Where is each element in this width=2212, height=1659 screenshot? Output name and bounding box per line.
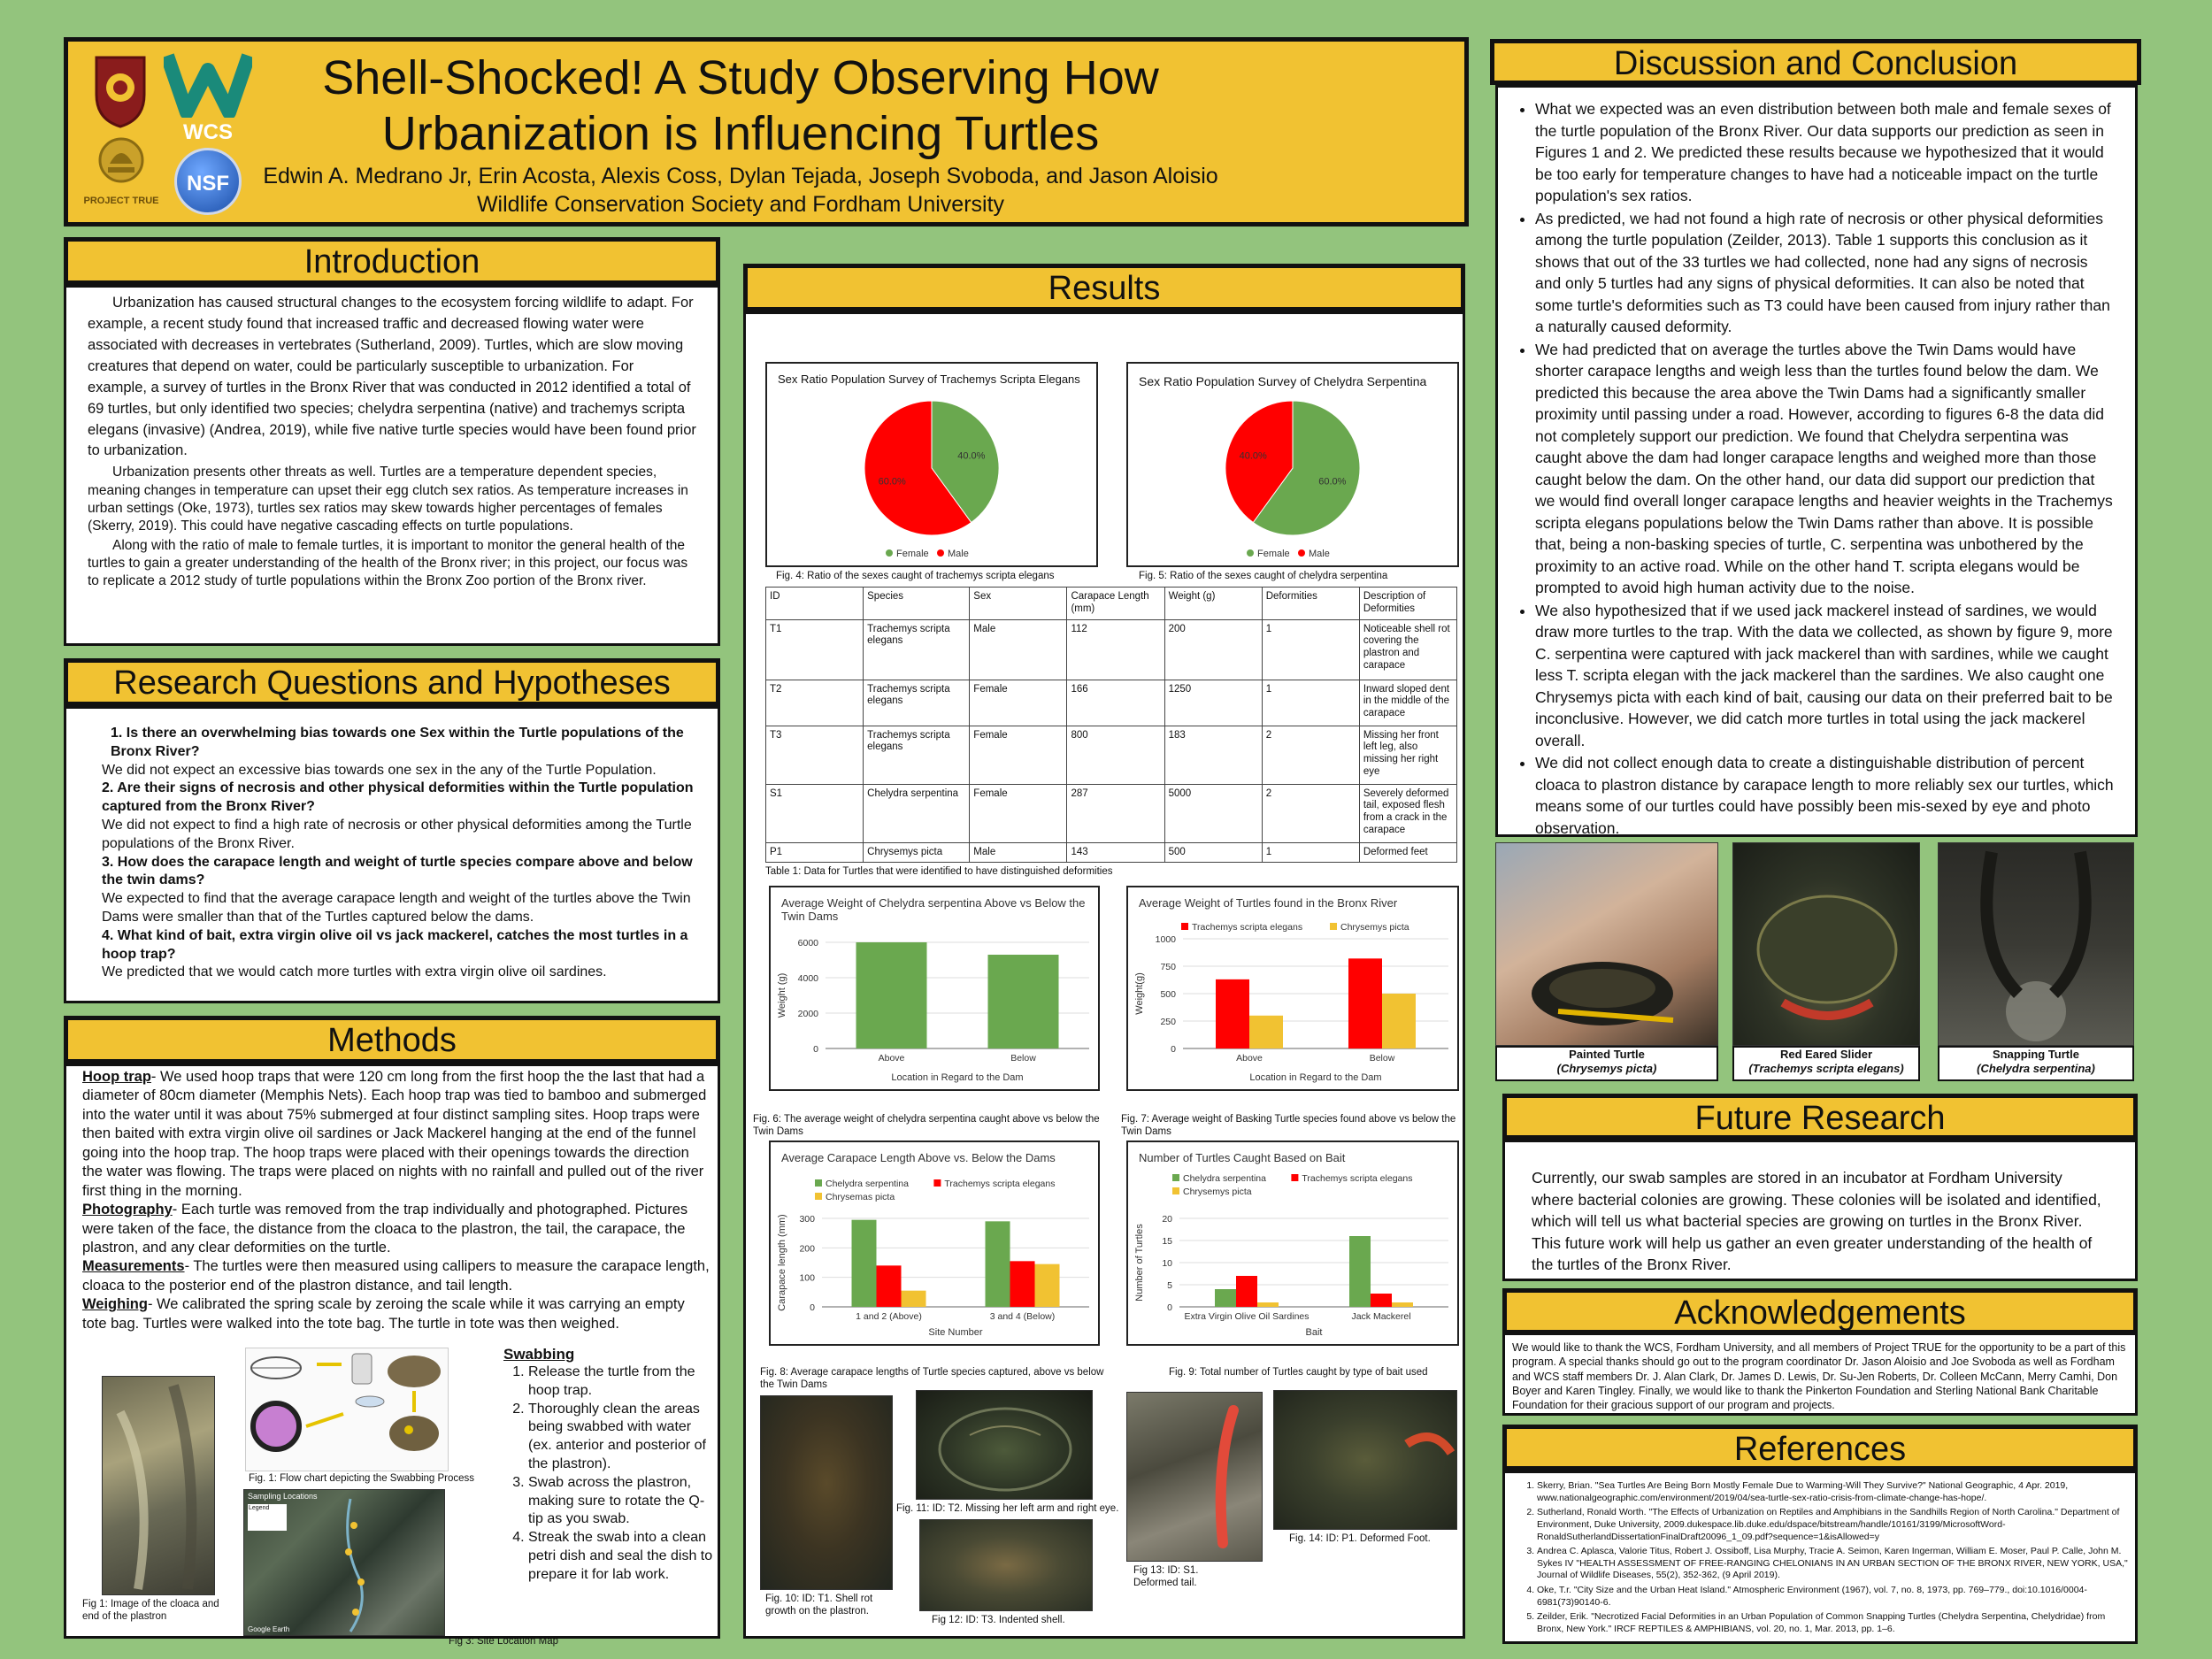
y-tick-label: 0 [1171, 1044, 1176, 1055]
x-tick-label: Above [878, 1053, 905, 1064]
research-item [102, 854, 698, 927]
research-item [102, 927, 698, 982]
table-cell: 143 [1067, 842, 1164, 863]
y-tick-label: 10 [1162, 1258, 1172, 1269]
research-hypothesis: We did not expect an excessive bias towards one sex in the any of the Turtle Population. [102, 762, 657, 778]
methods-header [64, 1016, 720, 1064]
legend-swatch [815, 1179, 822, 1187]
legend-label: Female [1257, 549, 1290, 559]
reference-item: 3. Andrea C. Aplasca, Valorie Titus, Robert J. Ossiboff, Lisa Murphy, Tracie A. Seimon, Karen Ingerman, William E. Moser, Paul P. Calle, John M. Sykes IV "HEALTH ASSESSMENT OF FREE-RANGING CHELONIANS IN AN URBAN SECTION OF THE BRONX RIVER, NEW YORK, USA," Journal of Wildlife Diseases, 55(2), 352-362, (9 April 2019). [1537, 1546, 2128, 1582]
y-tick-label: 0 [813, 1044, 818, 1055]
methods-heading: Methods [327, 1022, 457, 1059]
project-true-logo [81, 137, 162, 222]
fig11-caption: Fig. 11: ID: T2. Missing her left arm and right eye. [896, 1503, 1119, 1514]
bar [852, 1220, 877, 1307]
weighing-label: Weighing [82, 1296, 148, 1313]
x-tick-label: Below [1010, 1053, 1036, 1064]
table-row [766, 680, 1457, 726]
legend-label: Trachemys scripta elegans [944, 1179, 1056, 1189]
x-axis-label: Location in Regard to the Dam [1249, 1072, 1382, 1083]
chart-title: Sex Ratio Population Survey of Chelydra Serpentina [1139, 374, 1427, 388]
swabbing-steps [503, 1346, 716, 1585]
authors: Edwin A. Medrano Jr, Erin Acosta, Alexis Coss, Dylan Tejada, Joseph Svoboda, and Jason Aloisio [263, 164, 1218, 188]
y-tick-label: 6000 [797, 938, 818, 949]
reference-item: 2. Sutherland, Ronald Worth. "The Effects of Urbanization on Reptiles and Amphibians in the Sandhills Region of North Carolina." Department of Environment, Duke University, 2009.dukespace.lib.duke.edu/dspace/bitstream/handle/10161/3199/MicrosoftWord-RonaldSutherlandDissertationFinalDraft20096_1_09.pdf?sequence=1&isAllowed=y [1537, 1507, 2128, 1543]
bar [1382, 994, 1416, 1048]
table-cell: 5000 [1164, 784, 1262, 842]
legend-label: Trachemys scripta elegans [1192, 922, 1303, 933]
legend-swatch [1172, 1174, 1179, 1181]
table-cell: Deformed feet [1359, 842, 1456, 863]
legend-label: Trachemys scripta elegans [1302, 1173, 1413, 1184]
bar [988, 955, 1059, 1048]
reference-item: 5. Zeilder, Erik. "Necrotized Facial Deformities in an Urban Population of Common Snapping Turtles (Chelydra Serpentina, Chelydridae) from Bronx, New York." IRCF REPTILES & AMPHIBIANS, vol. 20, no. 1, Mar. 2013, pp. 1–6. [1537, 1611, 2128, 1635]
y-tick-label: 1000 [1155, 934, 1176, 945]
nsf-logo: NSF [174, 148, 242, 215]
x-axis-label: Location in Regard to the Dam [891, 1072, 1024, 1083]
table-cell: Chelydra serpentina [864, 784, 970, 842]
table-cell: Missing her front left leg, also missing her right eye [1359, 726, 1456, 784]
table-cell: 166 [1067, 680, 1164, 726]
references-header [1502, 1425, 2138, 1471]
bar [1216, 979, 1249, 1048]
hoop-trap-label: Hoop trap [82, 1069, 151, 1085]
fordham-logo [89, 50, 151, 130]
x-tick-label: 1 and 2 (Above) [856, 1311, 922, 1322]
x-tick-label: Extra Virgin Olive Oil Sardines [1184, 1311, 1310, 1322]
table-cell: 2 [1262, 726, 1359, 784]
y-axis-label: Carapace length (mm) [777, 1214, 787, 1311]
table-cell: Trachemys scripta elegans [864, 680, 970, 726]
y-tick-label: 0 [810, 1302, 815, 1313]
bar-chart-turtle-weight [1126, 886, 1459, 1091]
table-cell: P1 [766, 842, 864, 863]
research-question: 2. Are their signs of necrosis and other physical deformities within the Turtle population captured from the Bronx River? [102, 780, 694, 815]
red-eared-slider-caption: Red Eared Slider (Trachemys scripta elegans) [1732, 1046, 1920, 1081]
pie-chart-trachemys [765, 362, 1098, 567]
bar [1249, 1016, 1283, 1048]
photo-t2-missing-arm [916, 1390, 1093, 1500]
y-tick-label: 15 [1162, 1236, 1172, 1247]
table-cell: 112 [1067, 619, 1164, 680]
future-panel [1502, 1140, 2138, 1281]
introduction-heading: Introduction [303, 243, 480, 280]
bar-chart-carapace [769, 1141, 1100, 1346]
table-row [766, 619, 1457, 680]
title-line-1: Shell-Shocked! A Study Observing How [322, 51, 1159, 104]
snapping-turtle-caption: Snapping Turtle (Chelydra serpentina) [1938, 1046, 2134, 1081]
bar [1371, 1294, 1392, 1307]
legend-swatch [1291, 1174, 1298, 1181]
table-cell: 183 [1164, 726, 1262, 784]
y-tick-label: 200 [799, 1243, 815, 1255]
y-axis-label: Weight (g) [777, 972, 787, 1018]
x-axis-label: Bait [1305, 1327, 1323, 1338]
future-header [1502, 1094, 2138, 1140]
research-question: 1. Is there an overwhelming bias towards one Sex within the Turtle populations of the Bronx River? [111, 726, 684, 759]
table-cell: Chrysemys picta [864, 842, 970, 863]
bar-chart-chelydra-weight [769, 886, 1100, 1091]
y-axis-label: Number of Turtles [1134, 1224, 1145, 1302]
research-panel [64, 706, 720, 1003]
table-header-row [766, 588, 1457, 620]
x-tick-label: Above [1236, 1053, 1263, 1064]
reference-item: 4. Oke, T.r. "City Size and the Urban Heat Island." Atmospheric Environment (1967), vol. 7, no. 8, 1973, pp. 769–779., doi:10.1016/0004-6981(73)90140-6. [1537, 1585, 2128, 1609]
painted-turtle-caption: Painted Turtle (Chrysemys picta) [1495, 1046, 1718, 1081]
legend-swatch [1172, 1187, 1179, 1194]
pie-slice-label: 40.0% [1239, 450, 1267, 462]
y-tick-label: 5 [1167, 1280, 1172, 1291]
table-header: Sex [970, 588, 1067, 620]
research-item [102, 780, 698, 853]
weighing-paragraph: Weighing- We calibrated the spring scale by zeroing the scale while it was carrying an empty tote bag. Turtles were walked into the tote bag. The turtle in tote was then weighed. [82, 1296, 685, 1332]
red-eared-slider-photo [1732, 842, 1920, 1046]
intro-paragraph-3: Along with the ratio of male to female turtles, it is important to monitor the general health of the turtles to gain a greater understanding of the health of the Bronx river; in this project, our focus was to replicate a 2012 study of turtle populations within the Bronx Zoo portion of the Bronx river. [88, 537, 688, 589]
results-panel [743, 311, 1465, 1639]
discussion-item: • What we expected was an even distribution between both male and female sexes of the turtle population of the Bronx River. Our data supports our prediction as seen in Figures 1 and 2. We predicted these results because we hypothesized that it would be too early for temperature changes to have had a noticeable impact on the turtle population's sex ratios. [1535, 98, 2117, 207]
future-heading: Future Research [1694, 1100, 1946, 1137]
bar [1348, 958, 1382, 1048]
legend-swatch [933, 1179, 941, 1187]
methods-panel [64, 1064, 720, 1647]
fig6-caption: Fig. 6: The average weight of chelydra serpentina caught above vs below the Twin Dams [753, 1114, 1100, 1137]
introduction-panel [64, 285, 720, 646]
map-credit: Google Earth [248, 1625, 290, 1633]
y-tick-label: 300 [799, 1214, 815, 1225]
legend-swatch [1181, 923, 1188, 930]
fig4-caption: Fig. 4: Ratio of the sexes caught of trachemys scripta elegans [776, 571, 1055, 581]
wcs-logo-text: WCS [183, 120, 233, 144]
y-tick-label: 500 [1160, 989, 1176, 1000]
research-item [102, 725, 698, 780]
x-tick-label: Below [1369, 1053, 1395, 1064]
fig5-caption: Fig. 5: Ratio of the sexes caught of chelydra serpentina [1139, 571, 1388, 581]
legend-label: Chrysemys picta [1340, 922, 1409, 933]
intro-paragraph-1: Urbanization has caused structural changes to the ecosystem forcing wildlife to adapt. For example, a recent study found that increased traffic and decreased flowing water were associated with decreases in vertebrates (Sutherland, 2009). Turtles, which are slow moving creatures that depend on water, could be particularly susceptible to urbanization. For example, a survey of turtles in the Bronx River that was conducted in 2012 identified a total of 69 turtles, but only identified two species; chelydra serpentina (native) and trachemys scripta elegans (invasive) (Andrea, 2019), while five native turtle species would have been found prior to urbanization. [88, 295, 696, 459]
bar [1257, 1302, 1279, 1307]
pie-svg [1128, 364, 1461, 569]
affiliation: Wildlife Conservation Society and Fordham University [476, 192, 1005, 217]
fig10-caption: Fig. 10: ID: T1. Shell rot growth on the plastron. [765, 1594, 873, 1617]
fig13-caption: Fig 13: ID: S1. Deformed tail. [1133, 1565, 1199, 1588]
poster-title [254, 50, 1227, 161]
legend-label: Male [1309, 549, 1330, 559]
table-cell: Trachemys scripta elegans [864, 619, 970, 680]
chart-title: Number of Turtles Caught Based on Bait [1139, 1151, 1346, 1164]
y-tick-label: 100 [799, 1272, 815, 1284]
bar-svg [1128, 887, 1461, 1093]
bar [1236, 1276, 1257, 1307]
table-row [766, 842, 1457, 863]
photo-t1-shell-rot [760, 1395, 893, 1590]
table-cell: Trachemys scripta elegans [864, 726, 970, 784]
bar-svg [1128, 1142, 1461, 1348]
discussion-header [1490, 39, 2141, 85]
swab-step: 1. Release the turtle from the hoop trap. [528, 1363, 716, 1401]
table-cell: 1 [1262, 619, 1359, 680]
table-header: ID [766, 588, 864, 620]
fig12-caption: Fig 12: ID: T3. Indented shell. [932, 1615, 1065, 1625]
pie-svg [767, 364, 1100, 569]
reference-item: 1. Skerry, Brian. "Sea Turtles Are Being Born Mostly Female Due to Warming-Will They Survive?" National Geographic, 4 Apr. 2019, www.nationalgeographic.com/environment/2019/04/sea-turtle-sex-ratio-crisis-from-climate-change-has-hope/. [1537, 1480, 2128, 1504]
legend-marker [937, 549, 944, 557]
results-heading: Results [1048, 270, 1161, 307]
table-cell: T1 [766, 619, 864, 680]
table-header: Carapace Length (mm) [1067, 588, 1164, 620]
swab-step: 3. Swab across the plastron, making sure to rotate the Q-tip as you swab. [528, 1474, 716, 1529]
y-tick-label: 0 [1167, 1302, 1172, 1313]
pie-slice-label: 60.0% [1318, 476, 1347, 488]
map-legend: Legend [248, 1504, 287, 1531]
legend-marker [1247, 549, 1254, 557]
references-heading: References [1733, 1431, 1907, 1468]
map-title: Sampling Locations [248, 1492, 318, 1501]
legend-label: Female [896, 549, 929, 559]
fig14-caption: Fig. 14: ID: P1. Deformed Foot. [1289, 1533, 1431, 1544]
legend-label: Chrysemas picta [826, 1192, 895, 1202]
y-axis-label: Weight(g) [1134, 972, 1145, 1015]
table-cell: 287 [1067, 784, 1164, 842]
fig3-caption: Fig 3: Site Location Map [449, 1636, 559, 1647]
y-tick-label: 750 [1160, 962, 1176, 972]
discussion-item: • As predicted, we had not found a high rate of necrosis or other physical deformities among the turtle population (Zeilder, 2013). Table 1 supports this conclusion as it shows that out of the 33 turtles we had collected, none had any signs of necrosis and only 5 turtles had any signs of physical deformities. It can also be noted that some turtle's deformities such as T3 could have been caused from injury rather than a naturally caused deformity. [1535, 208, 2117, 338]
pie-slice-label: 60.0% [878, 476, 906, 488]
introduction-header [64, 237, 720, 285]
bar [877, 1265, 902, 1307]
bar-svg [771, 887, 1102, 1093]
fig9-caption: Fig. 9: Total number of Turtles caught by type of bait used [1169, 1367, 1428, 1378]
table-cell: Female [970, 680, 1067, 726]
table-header: Species [864, 588, 970, 620]
pie-chart-chelydra [1126, 362, 1459, 567]
table-row [766, 784, 1457, 842]
deformity-table-wrap [765, 587, 1457, 879]
table-cell: 500 [1164, 842, 1262, 863]
cloaca-photo [102, 1376, 215, 1595]
research-header [64, 658, 720, 706]
table-header: Deformities [1262, 588, 1359, 620]
photography-paragraph: Photography- Each turtle was removed from the trap individually and photographed. Pictures were taken of the face, the distance from the cloaca to the plastron, the tail, the carapace, the plastron, and any clear deformities on the turtle. [82, 1202, 688, 1256]
table-cell: 800 [1067, 726, 1164, 784]
bar [902, 1291, 926, 1307]
bar [986, 1221, 1010, 1307]
bar [856, 942, 927, 1048]
table-cell: Inward sloped dent in the middle of the carapace [1359, 680, 1456, 726]
photo-p1-deformed-foot [1273, 1390, 1457, 1530]
snapping-turtle-photo [1938, 842, 2134, 1046]
legend-label: Chelydra serpentina [1183, 1173, 1266, 1184]
bar [1392, 1302, 1413, 1307]
fig7-caption: Fig. 7: Average weight of Basking Turtle species found above vs below the Twin Dams [1121, 1114, 1456, 1137]
swab-flowchart [245, 1348, 449, 1471]
chart-title: Twin Dams [781, 910, 839, 923]
intro-paragraph-2: Urbanization presents other threats as well. Turtles are a temperature dependent species, meaning changes in temperature can upset their egg clutch sex ratios. As temperature increases in urban settings (Oke, 1973), turtles sex ratios may skew towards higher percentages of females (Skerry, 2019). This could have negative cascading effects on turtle populations. [88, 465, 688, 534]
references-panel [1502, 1471, 2138, 1644]
title-banner [64, 37, 1469, 227]
photo-t3-indented-shell [919, 1519, 1093, 1611]
measurements-label: Measurements [82, 1258, 185, 1275]
table-cell: 200 [1164, 619, 1262, 680]
table-cell: Female [970, 726, 1067, 784]
acknowledgements-panel [1502, 1333, 2138, 1416]
wcs-logo [164, 50, 252, 148]
legend-swatch [815, 1193, 822, 1200]
table-cell: Male [970, 619, 1067, 680]
research-hypothesis: We predicted that we would catch more turtles with extra virgin olive oil sardines. [102, 964, 607, 980]
photography-label: Photography [82, 1202, 173, 1218]
y-tick-label: 20 [1162, 1214, 1172, 1225]
x-tick-label: Jack Mackerel [1351, 1311, 1411, 1322]
swab-step: 2. Thoroughly clean the areas being swabbed with water (ex. anterior and posterior of the plastron). [528, 1401, 716, 1474]
table-cell: 2 [1262, 784, 1359, 842]
acknowledgements-header [1502, 1288, 2138, 1334]
future-text: Currently, our swab samples are stored in an incubator at Fordham University where bacterial colonies are growing. These colonies will be isolated and identified, which will tell us what bacterial species are growing on turtles in the Bronx River. This future work will help us gather an even greater understanding of the health of the turtles of the Bronx River. [1532, 1169, 2101, 1273]
flowchart-caption: Fig. 1: Flow chart depicting the Swabbing Process [249, 1473, 475, 1484]
legend-marker [886, 549, 893, 557]
discussion-item: • We also hypothesized that if we used jack mackerel instead of sardines, we would draw more turtles to the trap. With the data we collected, as shown by figure 9, more C. serpentina were captured with jack mackerel than with sardines, while we caught less T. scripta elegan with the jack mackerel than the sardines. We also caught one Chrysemys picta with each kind of bait, causing our data on their preferred bait to be inconclusive. However, we did catch more turtles in total using the jack mackerel overall. [1535, 600, 2117, 752]
table-row [766, 726, 1457, 784]
table-cell: Male [970, 842, 1067, 863]
table-header: Description of Deformities [1359, 588, 1456, 620]
pie-slice-label: 40.0% [957, 450, 986, 462]
discussion-heading: Discussion and Conclusion [1613, 45, 2018, 82]
bar-svg [771, 1142, 1102, 1348]
measurements-paragraph: Measurements- The turtles were then measured using callipers to measure the carapace length, cloaca to the posterior end of the plastron distance, and tail length. [82, 1258, 710, 1294]
table-cell: Noticeable shell rot covering the plastron and carapace [1359, 619, 1456, 680]
title-line-2: Urbanization is Influencing Turtles [381, 106, 1100, 160]
research-hypothesis: We did not expect to find a high rate of necrosis or other physical deformities among the Turtle populations of the Bronx River. [102, 817, 692, 851]
project-true-text: PROJECT TRUE [83, 196, 159, 206]
bar [1010, 1261, 1035, 1307]
research-heading: Research Questions and Hypotheses [113, 664, 671, 702]
y-tick-label: 2000 [797, 1009, 818, 1019]
legend-label: Male [948, 549, 969, 559]
x-tick-label: 3 and 4 (Below) [989, 1311, 1056, 1322]
acknowledgements-heading: Acknowledgements [1674, 1294, 1966, 1332]
table-caption: Table 1: Data for Turtles that were identified to have distinguished deformities [765, 866, 1113, 878]
fig1-caption: Fig 1: Image of the cloaca and end of the plastron [82, 1599, 219, 1622]
chart-title: Sex Ratio Population Survey of Trachemys Scripta Elegans [778, 373, 1080, 386]
discussion-item: • We had predicted that on average the turtles above the Twin Dams would have shorter carapace lengths and weigh less than the turtles found below the dam. We predicted this because the area above the Twin Dams had a significantly smaller proximity until passing under a road. However, according to figures 6-8 the data did not completely support our prediction. We found that Chelydra serpentina was caught above the dam had longer carapace lengths and weighed more than those caught below the dam. On the other hand, our data did support our prediction that we would find overall longer carapace lengths and heavier weights in the Trachemys scripta elegans populations below the Twin Dams rather than above. It is possible that, being a non-basking species of turtle, C. serpentina was unbothered by the proximity to an active road. While on the other hand T. scripta elegans would be prompted to avoid high human activity due to the noise. [1535, 339, 2117, 599]
bar [1349, 1236, 1371, 1307]
bar [1035, 1264, 1060, 1307]
site-location-map [243, 1489, 445, 1636]
table-cell: S1 [766, 784, 864, 842]
discussion-item: • We did not collect enough data to create a distinguishable distribution of percent cloaca to plastron distance by carapace length to more reliably sex our turtles, which means some of our turtles could have possibly been mis-sexed by eye and photo observation. [1535, 752, 2117, 839]
y-tick-label: 250 [1160, 1017, 1176, 1027]
research-hypothesis: We expected to find that the average carapace length and weight of the turtles above the Twin Dams were smaller than that of the Turtles captured below the dams. [102, 891, 691, 925]
legend-label: Chrysemys picta [1183, 1187, 1252, 1197]
methods-text [82, 1068, 712, 1333]
table-cell: 1250 [1164, 680, 1262, 726]
acknowledgements-text: We would like to thank the WCS, Fordham University, and all members of Project TRUE for the opportunity to be a part of this program. A special thanks should go out to the program coordinator Dr. Jason Aloisio and Joe Svoboda as well as Fordham and WCS staff members Dr. J. Alan Clark, Dr. James D. Lewis, Dr. Su-Jen Roberts, Dr. Colleen McCann, Merry Camhi, Don Boyer and Karen Tingley. Finally, we would like to thank the Pinkerton Foundation and Sterling National Bank Charitable Foundation for their gracious support of our program and projects. [1512, 1341, 2126, 1411]
table-cell: 1 [1262, 680, 1359, 726]
chart-title: Average Weight of Chelydra serpentina Above vs Below the [781, 896, 1086, 910]
bar [1215, 1289, 1236, 1307]
bar-chart-bait [1126, 1141, 1459, 1346]
research-question: 3. How does the carapace length and weight of turtle species compare above and below the twin dams? [102, 854, 693, 888]
x-axis-label: Site Number [928, 1327, 983, 1338]
table-cell: Female [970, 784, 1067, 842]
photo-s1-deformed-tail [1126, 1392, 1263, 1562]
hoop-trap-paragraph: Hoop trap- We used hoop traps that were 120 cm long from the first hoop the the last that had a diameter of 80cm diameter (Memphis Nets). Each hoop trap was tied to bamboo and submerged into the water until it was about 75% submerged at four distinct sampling sites. Hoop traps were then baited with extra virgin olive oil sardines or Jack Mackerel hanging at the end of the funnel going into the hoop trap. The hoop traps were placed with their openings towards the direction the water was flowing. The traps were placed on nights with no rainfall and pulled out of the river first thing in the morning. [82, 1069, 707, 1199]
legend-label: Chelydra serpentina [826, 1179, 909, 1189]
swabbing-title: Swabbing [503, 1346, 575, 1363]
deformity-table [765, 587, 1457, 863]
table-cell: T3 [766, 726, 864, 784]
table-cell: T2 [766, 680, 864, 726]
chart-title: Average Carapace Length Above vs. Below the Dams [781, 1151, 1056, 1164]
swab-step: 4. Streak the swab into a clean petri dish and seal the dish to prepare it for lab work. [528, 1529, 716, 1584]
y-tick-label: 4000 [797, 973, 818, 984]
legend-swatch [1330, 923, 1337, 930]
legend-marker [1298, 549, 1305, 557]
table-cell: Severely deformed tail, exposed flesh from a crack in the carapace [1359, 784, 1456, 842]
research-question: 4. What kind of bait, extra virgin olive oil vs jack mackerel, catches the most turtles in a hoop trap? [102, 927, 688, 962]
table-cell: 1 [1262, 842, 1359, 863]
table-header: Weight (g) [1164, 588, 1262, 620]
chart-title: Average Weight of Turtles found in the Bronx River [1139, 896, 1398, 910]
fig8-caption: Fig. 8: Average carapace lengths of Turtle species captured, above vs below the Twin Dams [760, 1367, 1104, 1390]
results-header [743, 264, 1465, 311]
painted-turtle-photo [1495, 842, 1718, 1046]
discussion-panel [1495, 85, 2138, 837]
